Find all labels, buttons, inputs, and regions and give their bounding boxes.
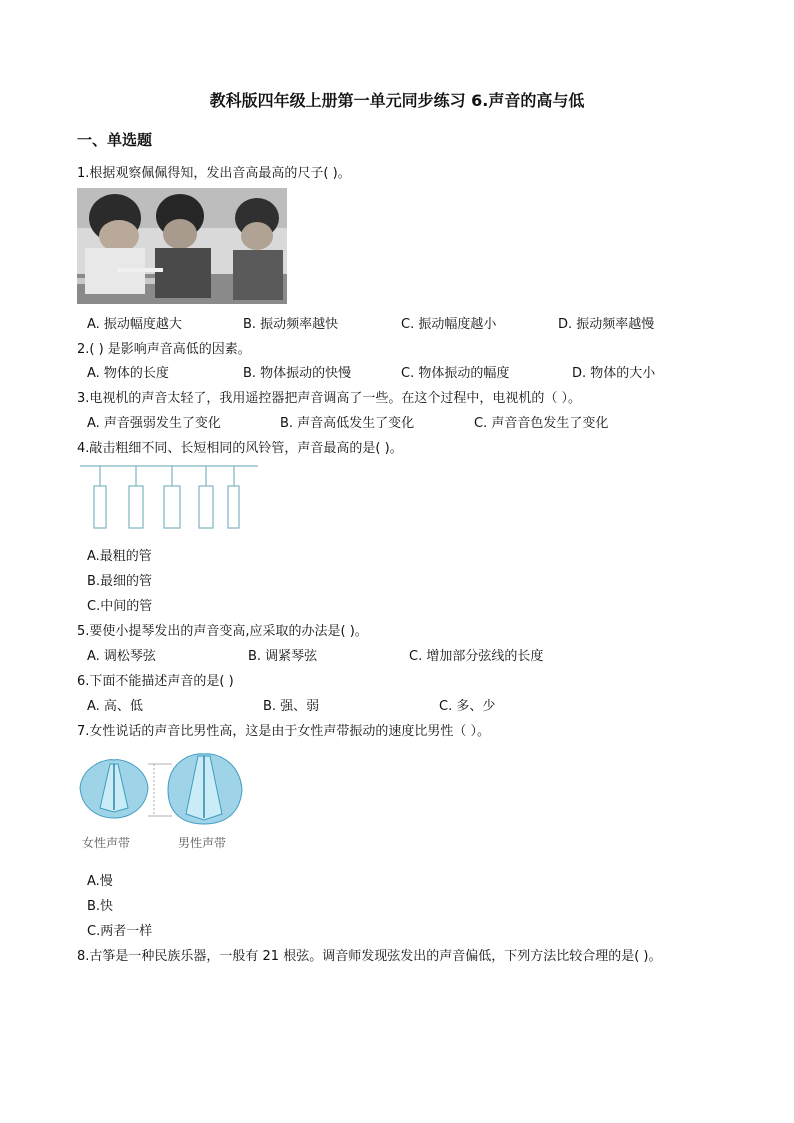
q1-option-a[interactable]: A. 振动幅度越大 [87,317,182,332]
q3-option-a[interactable]: A. 声音强弱发生了变化 [87,416,221,431]
q3-option-c[interactable]: C. 声音音色发生了变化 [474,416,609,431]
question-4-stem: 4.敲击粗细不同、长短相同的风铃管，声音最高的是( )。 [77,441,403,456]
children-ruler-photo [77,188,287,304]
q1-option-c[interactable]: C. 振动幅度越小 [401,317,497,332]
section-heading: 一、单选题 [77,131,153,149]
page-title: 教科版四年级上册第一单元同步练习 6.声音的高与低 [209,91,585,110]
q4-option-b[interactable]: B.最细的管 [87,574,153,589]
q6-option-a[interactable]: A. 高、低 [87,699,143,714]
q2-option-c[interactable]: C. 物体振动的幅度 [401,366,510,381]
q5-option-a[interactable]: A. 调松琴弦 [87,649,156,664]
q2-option-b[interactable]: B. 物体振动的快慢 [243,366,352,381]
q7-option-c[interactable]: C.两者一样 [87,924,153,939]
male-vocal-cords-label: 男性声带 [178,836,227,850]
q3-option-b[interactable]: B. 声音高低发生了变化 [280,416,415,431]
q1-option-d[interactable]: D. 振动频率越慢 [558,317,655,332]
female-vocal-cords-label: 女性声带 [82,836,131,850]
female-vocal-cords-illustration [80,760,148,818]
question-2-stem: 2.( ) 是影响声音高低的因素。 [77,342,251,357]
question-3-stem: 3.电视机的声音太轻了，我用遥控器把声音调高了一些。在这个过程中，电视机的（ ）。 [77,391,582,406]
q1-option-b[interactable]: B. 振动频率越快 [243,317,339,332]
q7-option-b[interactable]: B.快 [87,899,114,914]
q5-option-c[interactable]: C. 增加部分弦线的长度 [409,649,544,664]
male-vocal-cords-illustration [168,754,242,824]
question-1-stem: 1.根据观察佩佩得知，发出音高最高的尺子( )。 [77,166,351,181]
q2-option-d[interactable]: D. 物体的大小 [572,366,656,381]
q6-option-c[interactable]: C. 多、少 [439,699,496,714]
q4-option-a[interactable]: A.最粗的管 [87,549,152,564]
question-8-stem: 8.古筝是一种民族乐器，一般有 21 根弦。调音师发现弦发出的声音偏低，下列方法比较合理的是( )。 [77,949,662,964]
question-5-stem: 5.要使小提琴发出的声音变高,应采取的办法是( )。 [77,624,368,639]
q4-option-c[interactable]: C.中间的管 [87,599,153,614]
vocal-cords-diagram [76,752,246,832]
question-7-stem: 7.女性说话的声音比男性高，这是由于女性声带振动的速度比男性（ ）。 [77,724,491,739]
q5-option-b[interactable]: B. 调紧琴弦 [248,649,318,664]
q2-option-a[interactable]: A. 物体的长度 [87,366,169,381]
wind-chime-diagram [80,460,260,532]
q7-option-a[interactable]: A.慢 [87,874,113,889]
question-6-stem: 6.下面不能描述声音的是( ) [77,674,234,689]
q6-option-b[interactable]: B. 强、弱 [263,699,320,714]
